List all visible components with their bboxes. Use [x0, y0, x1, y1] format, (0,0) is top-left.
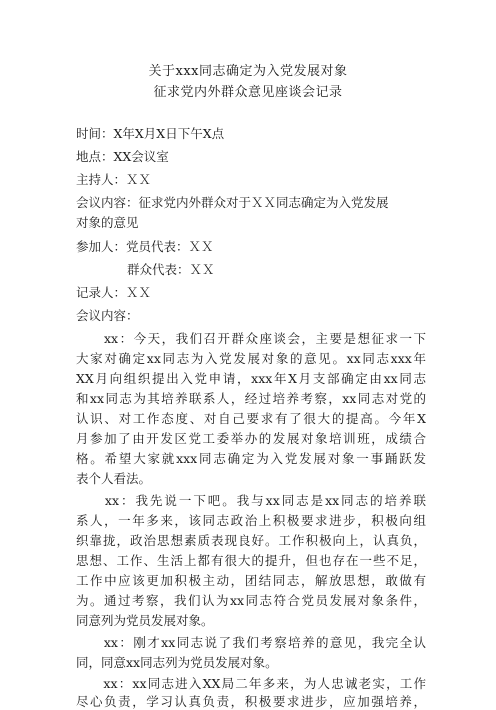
- meta-location: 地点：XX会议室: [76, 149, 169, 164]
- para1-line: xx：今天，我们召开群众座谈会，主要是想征求一下: [76, 331, 426, 346]
- para4-line: xx：xx同志进入XX局二年多来，为人忠诚老实，工作: [76, 676, 426, 691]
- para1-line: 格。希望大家就xxx同志确定为入党发展对象一事踊跃发: [76, 451, 426, 466]
- para2-line: 系人，一年多来，该同志政治上积极要求进步，积极向组: [76, 513, 426, 528]
- meta-recorder: 记录人：ＸＸ: [76, 285, 152, 300]
- para1-line: 表个人看法。: [76, 471, 152, 486]
- para4-line: 尽心负责，学习认真负责，积极要求进步，应加强培养，: [76, 694, 426, 709]
- para2-line: 为。通过考察，我们认为xx同志符合党员发展对象条件，: [76, 593, 426, 608]
- meta-content-cont: 对象的意见: [76, 215, 139, 230]
- para3-line: xx：刚才xx同志说了我们考察培养的意见，我完全认: [76, 635, 426, 650]
- meta-time: 时间：X年X月X日下午X点: [76, 126, 225, 141]
- para1-line: 月参加了由开发区党工委举办的发展对象培训班，成绩合: [76, 431, 426, 446]
- meta-attendees-public: 群众代表：ＸＸ: [127, 262, 215, 277]
- meta-content: 会议内容：征求党内外群众对于ＸＸ同志确定为入党发展: [76, 195, 389, 210]
- para2-line: 思想、工作、生活上都有很大的提升，但也存在一些不足，: [76, 553, 426, 568]
- para1-line: 认识、对工作态度、对自己要求有了很大的提高。今年X: [76, 411, 426, 426]
- para3-line: 同，同意xx同志列为党员发展对象。: [76, 655, 278, 670]
- meta-meeting-content-heading: 会议内容：: [76, 308, 139, 323]
- para1-line: 大家对确定xx同志为入党发展对象的意见。xx同志xxx年: [76, 351, 426, 366]
- para2-line: 同意列为党员发展对象。: [76, 613, 214, 628]
- document-title-line-1: 关于xxx同志确定为入党发展对象: [148, 64, 348, 79]
- document-title-line-2: 征求党内外群众意见座谈会记录: [153, 85, 343, 100]
- para2-line: xx：我先说一下吧。我与xx同志是xx同志的培养联: [76, 493, 426, 508]
- para2-line: 织靠拢，政治思想素质表现良好。工作积极向上，认真负，: [76, 533, 426, 548]
- para2-line: 工作中应该更加积极主动，团结同志，解放思想，敢做有: [76, 573, 426, 588]
- meta-attendees-party: 参加人：党员代表：ＸＸ: [76, 239, 214, 254]
- meta-host: 主持人：ＸＸ: [76, 172, 152, 187]
- para1-line: 和xx同志为其培养联系人，经过培养考察，xx同志对党的: [76, 391, 426, 406]
- para1-line: XX月向组织提出入党申请，xxx年X月支部确定由xx同志: [76, 371, 426, 386]
